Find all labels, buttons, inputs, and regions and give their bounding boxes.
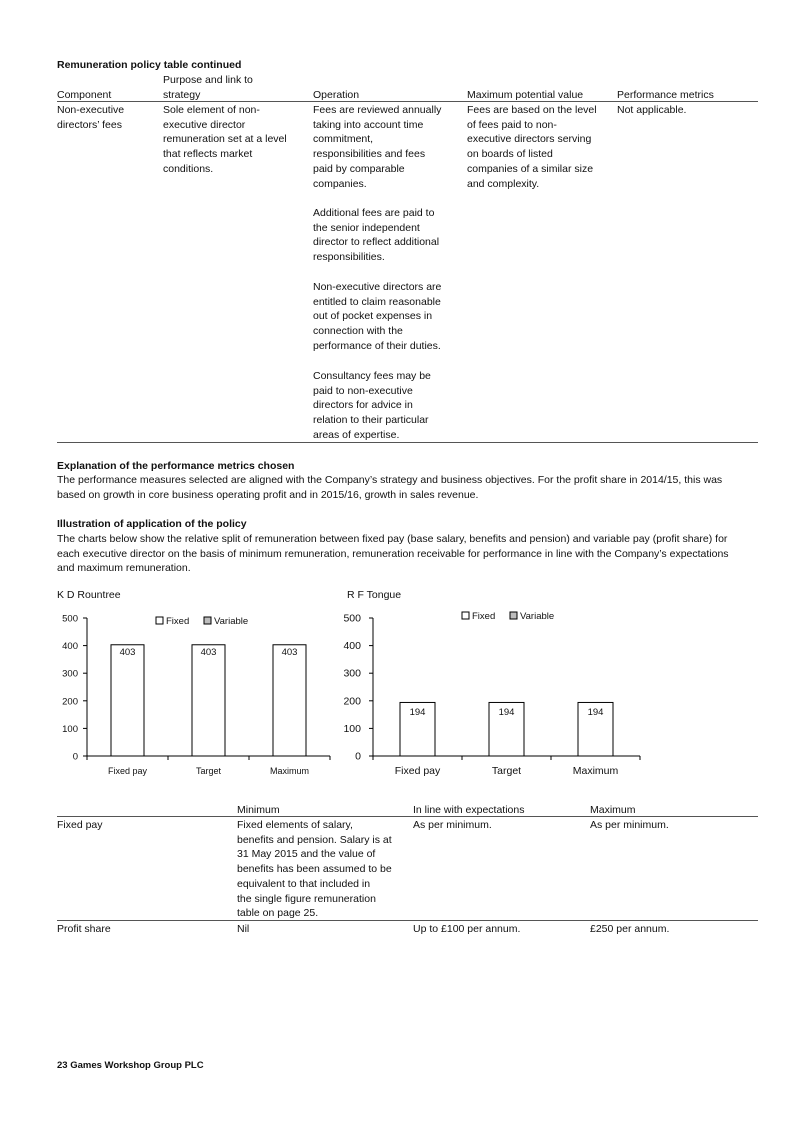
row-operation-2: Additional fees are paid to the senior independent director to reflect additional responsibilities. — [313, 207, 440, 264]
legend-label: Variable — [214, 616, 249, 627]
row-performance-metrics: Not applicable. — [617, 104, 687, 116]
data-label: 194 — [587, 707, 604, 718]
scenario-row-minimum: Nil — [237, 923, 250, 935]
row-component: Non-executive directors’ fees — [57, 104, 125, 131]
x-category-label: Fixed pay — [107, 766, 148, 776]
chart-rountree — [57, 589, 330, 776]
header-purpose: Purpose and link to strategy — [163, 74, 253, 101]
chart-title: R F Tongue — [347, 589, 402, 601]
row-purpose: Sole element of non- executive director remuneration set at a level that reflects market conditions. — [163, 104, 287, 175]
data-label: 403 — [119, 647, 136, 658]
y-tick-label: 200 — [343, 695, 361, 708]
scenario-row-maximum: £250 per annum. — [590, 923, 670, 935]
legend-label: Fixed — [166, 616, 190, 627]
explanation-heading: Explanation of the performance metrics chosen — [57, 460, 295, 472]
y-tick-label: 300 — [343, 667, 361, 680]
x-category-label: Target — [491, 765, 522, 777]
y-tick-label: 500 — [343, 612, 361, 625]
scenario-row-minimum: Fixed elements of salary, benefits and pension. Salary is at 31 May 2015 and the value of benefits has been assumed to be equivalent to that included in the single figure remuneration table on page 25. — [237, 819, 392, 920]
bar-fixed — [273, 645, 306, 756]
scenario-row-expected: Up to £100 per annum. — [413, 923, 521, 935]
header-divider — [57, 101, 758, 102]
y-tick-label: 200 — [62, 696, 78, 708]
scenario-header-minimum: Minimum — [237, 804, 280, 816]
x-category-label: Maximum — [572, 765, 619, 777]
y-tick-label: 500 — [62, 613, 78, 625]
y-tick-label: 100 — [343, 722, 361, 735]
y-tick-label: 400 — [62, 641, 78, 653]
x-category-label: Maximum — [269, 766, 310, 776]
policy-table-heading: Remuneration policy table continued — [57, 59, 242, 71]
legend-label: Fixed — [472, 611, 496, 622]
scenario-header-maximum: Maximum — [590, 804, 636, 816]
scenario-row-divider — [57, 920, 758, 921]
scenario-row-maximum: As per minimum. — [590, 819, 669, 831]
chart-title: K D Rountree — [57, 589, 121, 601]
table-bottom-divider — [57, 442, 758, 443]
legend-swatch-fixed — [156, 617, 163, 624]
page-number: 23 — [57, 1060, 68, 1071]
y-tick-label: 300 — [62, 668, 78, 680]
remuneration-charts — [0, 585, 800, 785]
explanation-body: The performance measures selected are aligned with the Company’s strategy and business objectives. For the profit share in 2014/15, this was based on growth in core business operating profit and in 2015/16, growth in sales revenue. — [57, 474, 723, 501]
page-footer — [57, 1059, 204, 1074]
header-maximum: Maximum potential value — [467, 89, 584, 101]
row-operation-1: Fees are reviewed annually taking into account time commitment, responsibilities and fees paid by comparable companies. — [313, 104, 442, 190]
row-operation-3: Non-executive directors are entitled to claim reasonable out of pocket expenses in connection with the performance of their duties. — [313, 281, 442, 352]
x-category-label: Fixed pay — [394, 765, 441, 777]
scenario-header-expected: In line with expectations — [413, 804, 525, 816]
row-operation-4: Consultancy fees may be paid to non-executive directors for advice in relation to their particular areas of expertise. — [313, 370, 431, 441]
scenario-row-label: Fixed pay — [57, 819, 103, 831]
illustration-heading: Illustration of application of the policy — [57, 518, 247, 530]
y-tick-label: 400 — [343, 640, 361, 653]
bar-fixed — [192, 645, 225, 756]
illustration-body: The charts below show the relative split of remuneration between fixed pay (base salary, benefits and pension) and variable pay (profit share) for each executive director on the basis of minimum remuneration, remuneration receivable for performance in line with the Company’s expectations and maximum remuneration. — [57, 533, 729, 575]
data-label: 403 — [281, 647, 298, 658]
y-tick-label: 0 — [355, 750, 361, 763]
data-label: 403 — [200, 647, 217, 658]
data-label: 194 — [409, 707, 426, 718]
legend-swatch-fixed — [462, 612, 469, 619]
company-name: Games Workshop Group PLC — [70, 1060, 204, 1071]
scenario-row-label: Profit share — [57, 923, 111, 935]
legend-swatch-variable — [510, 612, 517, 619]
header-performance-metrics: Performance metrics — [617, 89, 714, 101]
data-label: 194 — [498, 707, 515, 718]
y-tick-label: 0 — [72, 751, 78, 763]
legend-swatch-variable — [204, 617, 211, 624]
row-maximum: Fees are based on the level of fees paid to non- executive directors serving on boards of listed companies of a similar size and complexity. — [467, 104, 597, 190]
header-operation: Operation — [313, 89, 360, 101]
header-component: Component — [57, 89, 112, 101]
y-tick-label: 100 — [62, 723, 78, 735]
legend-label: Variable — [520, 611, 555, 622]
chart-tongue — [343, 589, 640, 777]
bar-fixed — [111, 645, 144, 756]
scenario-row-expected: As per minimum. — [413, 819, 492, 831]
scenario-header-divider — [57, 816, 758, 817]
x-category-label: Target — [195, 766, 222, 776]
